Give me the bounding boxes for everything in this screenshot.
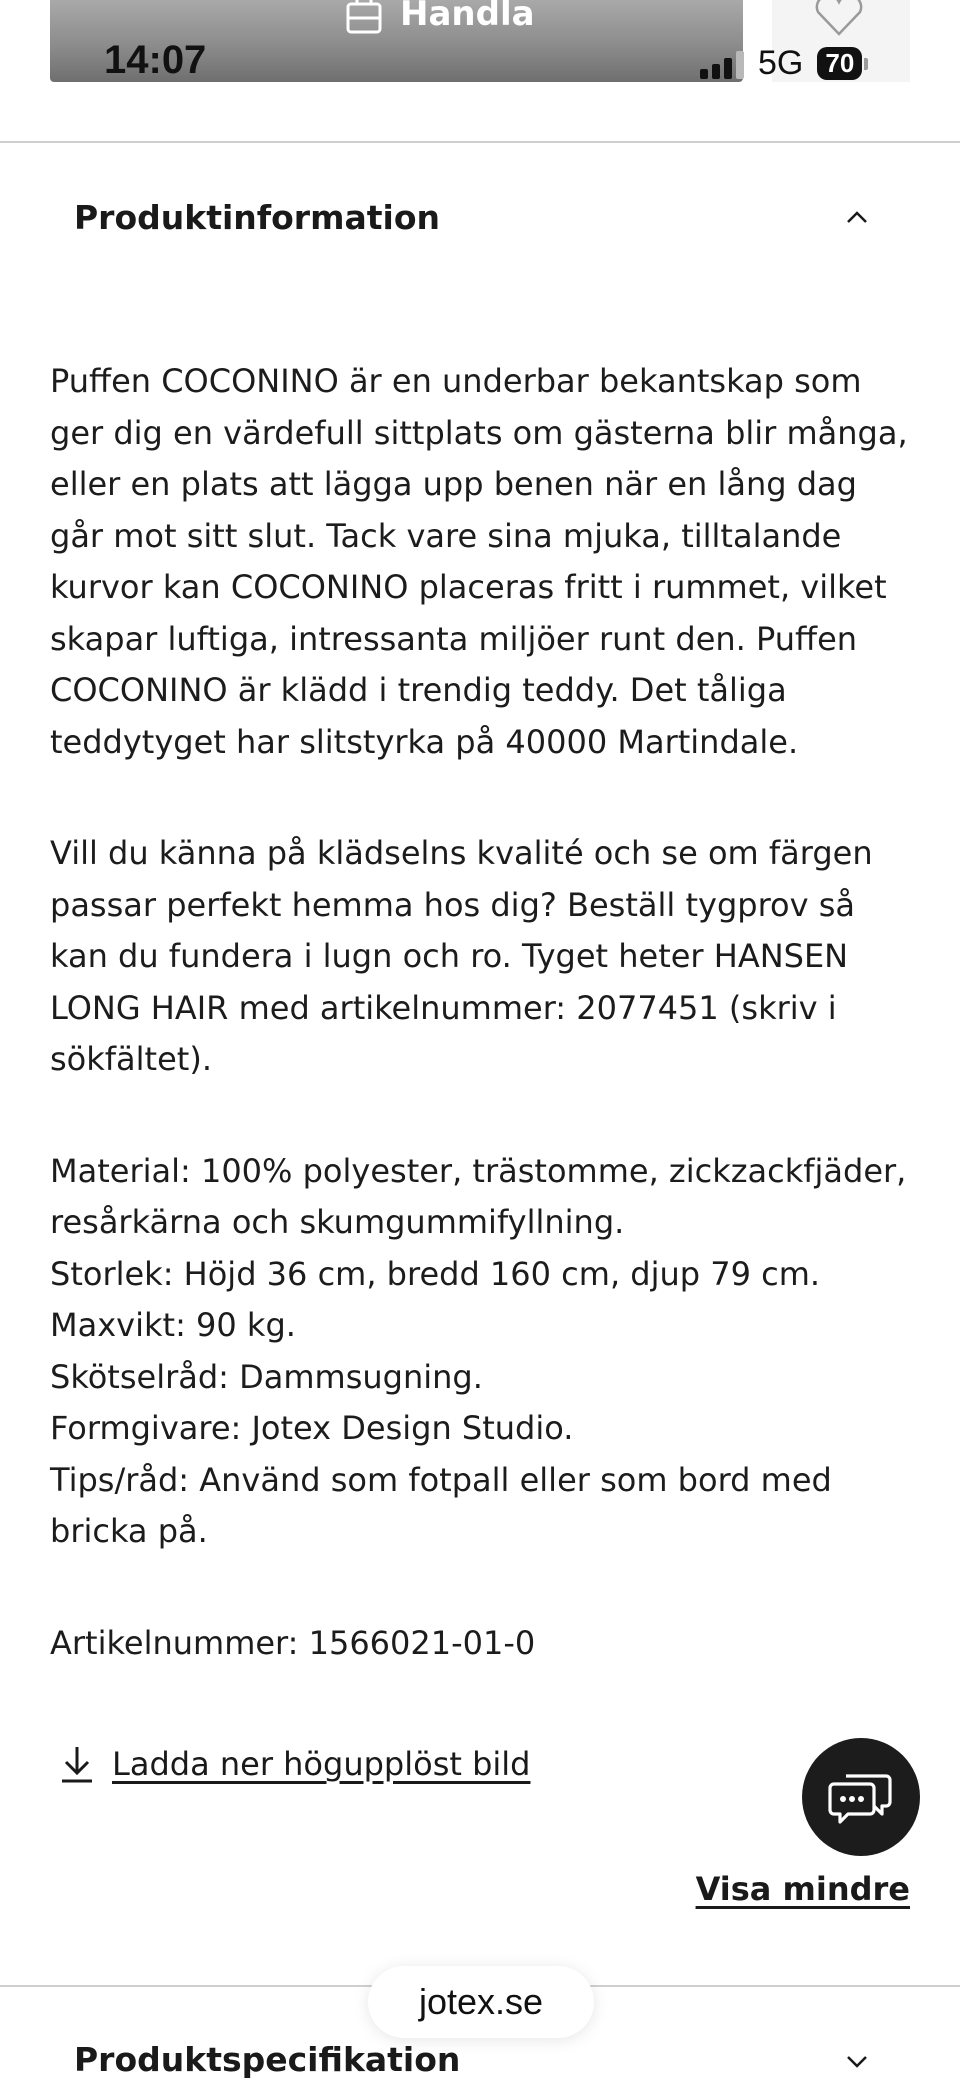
show-less-link[interactable]: Visa mindre bbox=[695, 1870, 910, 1908]
product-description bbox=[50, 356, 920, 1669]
article-number: Artikelnummer: 1566021-01-0 bbox=[50, 1623, 536, 1662]
detail-size: Storlek: Höjd 36 cm, bredd 160 cm, djup 79 cm. bbox=[50, 1254, 821, 1293]
detail-max-weight: Maxvikt: 90 kg. bbox=[50, 1306, 296, 1344]
description-paragraph: Puffen COCONINO är en underbar bekantskap som ger dig en värdefull sittplats om gästerna blir många, eller en plats att lägga upp benen när en lång dag går mot sitt slut. Tack vare sina mjuka, tilltalande kurvor kan COCONINO placeras fritt i rummet, vilket skapar luftiga, intressanta miljöer runt den. Puffen COCONINO är klädd i trendig teddy. Det tåliga teddytyget har slitstyrka på 40000 Martindale. bbox=[50, 362, 908, 761]
chevron-down-icon[interactable] bbox=[842, 2046, 872, 2076]
download-image-link[interactable] bbox=[58, 1744, 530, 1784]
detail-tips: Tips/råd: Använd som fotpall eller som bord med bricka på. bbox=[50, 1460, 832, 1550]
download-icon bbox=[58, 1744, 96, 1784]
detail-designer: Formgivare: Jotex Design Studio. bbox=[50, 1409, 574, 1447]
product-details-list bbox=[50, 1146, 920, 1558]
detail-care: Skötselråd: Dammsugning. bbox=[50, 1357, 483, 1396]
chat-button[interactable] bbox=[802, 1738, 920, 1856]
browser-url-bar[interactable] bbox=[368, 1966, 594, 2038]
browser-url: jotex.se bbox=[418, 1981, 544, 2022]
chat-icon bbox=[828, 1768, 894, 1826]
status-indicators bbox=[700, 44, 868, 83]
description-paragraph: Vill du känna på klädselns kvalité och se om färgen passar perfekt hemma hos dig? Beställ tygprov så kan du fundera i lugn och ro. Tyget heter HANSEN LONG HAIR med artikelnummer: 2077451 (skriv i sökfältet). bbox=[50, 834, 873, 1078]
buy-button-content bbox=[346, 0, 535, 34]
battery-icon bbox=[817, 47, 868, 80]
buy-button-label: Handla bbox=[400, 0, 535, 34]
status-time: 14:07 bbox=[104, 38, 207, 82]
network-type: 5G bbox=[758, 44, 804, 82]
section-title-product-info[interactable]: Produktinformation bbox=[74, 198, 440, 237]
download-image-label: Ladda ner högupplöst bild bbox=[112, 1745, 531, 1783]
divider bbox=[0, 141, 960, 143]
detail-material: Material: 100% polyester, trästomme, zickzackfjäder, resårkärna och skumgummifyllning. bbox=[50, 1151, 907, 1241]
signal-icon bbox=[700, 49, 744, 79]
heart-icon bbox=[812, 0, 866, 36]
battery-level: 70 bbox=[817, 47, 862, 80]
chevron-up-icon[interactable] bbox=[842, 203, 872, 233]
section-title-product-spec[interactable]: Produktspecifikation bbox=[74, 2040, 461, 2079]
shopping-bag-icon bbox=[346, 0, 382, 34]
